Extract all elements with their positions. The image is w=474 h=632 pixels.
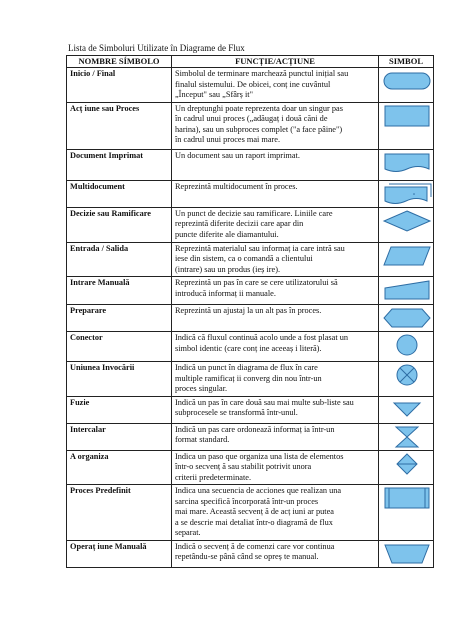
symbol-cell (379, 423, 434, 450)
header-name: NOMBRE SÍMBOLO (67, 56, 172, 68)
symbols-table (66, 55, 434, 568)
symbol-cell (379, 540, 434, 567)
function-line: subprocesele se transformă într-unul. (175, 408, 298, 417)
document-icon (382, 151, 432, 175)
symbol-name: Decizie sau Ramificare (67, 207, 172, 242)
symbol-cell (379, 277, 434, 305)
symbol-name: Conector (67, 332, 172, 362)
function-line: Indică o secvenț ă de comenzi care vor continua (175, 541, 335, 551)
function-line: proces singular. (175, 384, 228, 393)
table-row (67, 485, 434, 541)
table-row (67, 450, 434, 485)
function-line: Simbolul de terminare marchează punctul inițial sau (175, 69, 349, 78)
symbol-function (172, 68, 379, 103)
symbol-name: Preparare (67, 305, 172, 332)
summing-junction-icon (382, 363, 432, 387)
symbol-cell (379, 68, 434, 103)
symbol-cell (379, 396, 434, 423)
symbol-cell (379, 362, 434, 397)
table-row (67, 423, 434, 450)
function-line: introducă informaț ii manuale. (175, 288, 276, 298)
function-line: Reprezintă multidocument în proces. (175, 181, 298, 191)
function-line: Indică că fluxul continuă acolo unde a fost plasat un (175, 333, 349, 342)
symbol-name: Inicio / Final (67, 68, 172, 103)
symbol-cell (379, 332, 434, 362)
table-row (67, 242, 434, 277)
symbol-cell (379, 207, 434, 242)
merge-icon (382, 398, 432, 422)
function-line: separat. (175, 528, 201, 537)
symbol-function (172, 149, 379, 180)
symbol-function (172, 396, 379, 423)
manual-operation-icon (382, 542, 432, 566)
symbol-cell (379, 450, 434, 485)
symbol-name: Multidocument (67, 180, 172, 207)
symbol-function (172, 305, 379, 332)
symbol-cell (379, 485, 434, 541)
multidocument-icon (382, 182, 432, 206)
symbol-name: Fuzie (67, 396, 172, 423)
function-line: repetându-se până când se opreș te manual. (175, 552, 319, 561)
symbol-cell (379, 102, 434, 149)
symbol-function (172, 423, 379, 450)
function-line: finalul sistemului. De obicei, conț ine cuvântul (175, 79, 331, 89)
collate-icon (382, 425, 432, 449)
function-line: în cadrul unui proces („adăugaț i două căni de (175, 114, 328, 123)
function-line: Un punct de decizie sau ramificare. Liniile care (175, 208, 333, 218)
symbol-name: Acț iune sau Proces (67, 102, 172, 149)
function-line: format standard. (175, 435, 230, 444)
symbol-name: Intercalar (67, 423, 172, 450)
function-line: „Început" sau „Sfârș it" (175, 90, 253, 99)
terminal-icon (382, 69, 432, 93)
table-row (67, 180, 434, 207)
function-line: Indica una secuencia de acciones que realizan una (175, 486, 342, 495)
function-line: mai mare. Această secvenț ă de acț iuni ar putea (175, 507, 334, 516)
function-line: Indică un punct în diagrama de flux în care (175, 363, 318, 372)
header-symbol: SIMBOL (379, 56, 434, 68)
process-icon (382, 104, 432, 128)
symbol-name: Uniunea Invocării (67, 362, 172, 397)
symbol-cell (379, 305, 434, 332)
function-line: puncte diferite ale diamantului. (175, 229, 279, 239)
symbol-name: Operaț iune Manuală (67, 540, 172, 567)
symbol-name: Intrare Manuală (67, 277, 172, 305)
function-line: a se descrie mai detaliat într-o diagramă de flux (175, 517, 333, 527)
function-line: Un dreptunghi poate reprezenta doar un singur pas (175, 103, 343, 113)
preparation-icon (382, 306, 432, 330)
decision-icon (382, 209, 432, 233)
function-line: Indica un paso que organiza una lista de elementos (175, 451, 344, 461)
function-line: Un document sau un raport imprimat. (175, 150, 300, 160)
sort-icon (382, 452, 432, 476)
symbol-function (172, 450, 379, 485)
function-line: criterii predeterminate. (175, 472, 252, 482)
symbol-cell (379, 149, 434, 180)
symbol-name: Document Imprimat (67, 149, 172, 180)
table-row (67, 305, 434, 332)
table-row (67, 332, 434, 362)
table-row (67, 68, 434, 103)
function-line: într-o secvenț ă sau stabilit potrivit unora (175, 462, 312, 471)
symbol-function (172, 362, 379, 397)
symbol-function (172, 540, 379, 567)
predefined-process-icon (382, 486, 432, 510)
table-header-row (67, 56, 434, 68)
symbol-function (172, 102, 379, 149)
function-line: reprezintă diferite decizii care apar din (175, 219, 304, 228)
function-line: (intrare) sau un produs (ieș ire). (175, 264, 281, 274)
symbol-function (172, 277, 379, 305)
symbol-name: Proces Predefinit (67, 485, 172, 541)
symbol-function (172, 485, 379, 541)
table-row (67, 362, 434, 397)
header-function: FUNCȚIE/ACȚIUNE (172, 56, 379, 68)
symbol-name: Entrada / Salida (67, 242, 172, 277)
symbol-function (172, 332, 379, 362)
table-row (67, 149, 434, 180)
input-output-icon (382, 244, 432, 268)
table-row (67, 207, 434, 242)
table-row (67, 540, 434, 567)
symbol-function (172, 207, 379, 242)
function-line: Indică un pas care ordonează informaț ia într-un (175, 424, 335, 434)
manual-input-icon (382, 278, 432, 302)
function-line: Reprezintă un ajustaj la un alt pas în proces. (175, 306, 322, 315)
table-row (67, 396, 434, 423)
symbol-cell (379, 242, 434, 277)
function-line: Indică un pas în care două sau mai multe sub-liste sau (175, 397, 354, 407)
symbol-function (172, 180, 379, 207)
connector-icon (382, 333, 432, 357)
function-line: harina), sau un subproces complet ("a face pâine") (175, 124, 343, 134)
function-line: Reprezintă un pas în care se cere utilizatorului să (175, 278, 338, 287)
function-line: în cadrul unui proces mai mare. (175, 135, 281, 144)
symbol-cell (379, 180, 434, 207)
symbol-function (172, 242, 379, 277)
function-line: multiple ramificaț ii converg din nou într-un (175, 373, 322, 383)
function-line: sarcina specifică încorporată într-un proces (175, 496, 319, 506)
function-line: Reprezintă materialul sau informaț ia care intră sau (175, 243, 345, 253)
table-row (67, 277, 434, 305)
symbol-name: A organiza (67, 450, 172, 485)
function-line: simbol identic (care conț ine aceeaș i literă). (175, 343, 322, 353)
table-row (67, 102, 434, 149)
page-title: Lista de Simboluri Utilizate în Diagrame de Flux (68, 43, 245, 53)
function-line: iese din sistem, ca o comandă a clientului (175, 254, 313, 263)
